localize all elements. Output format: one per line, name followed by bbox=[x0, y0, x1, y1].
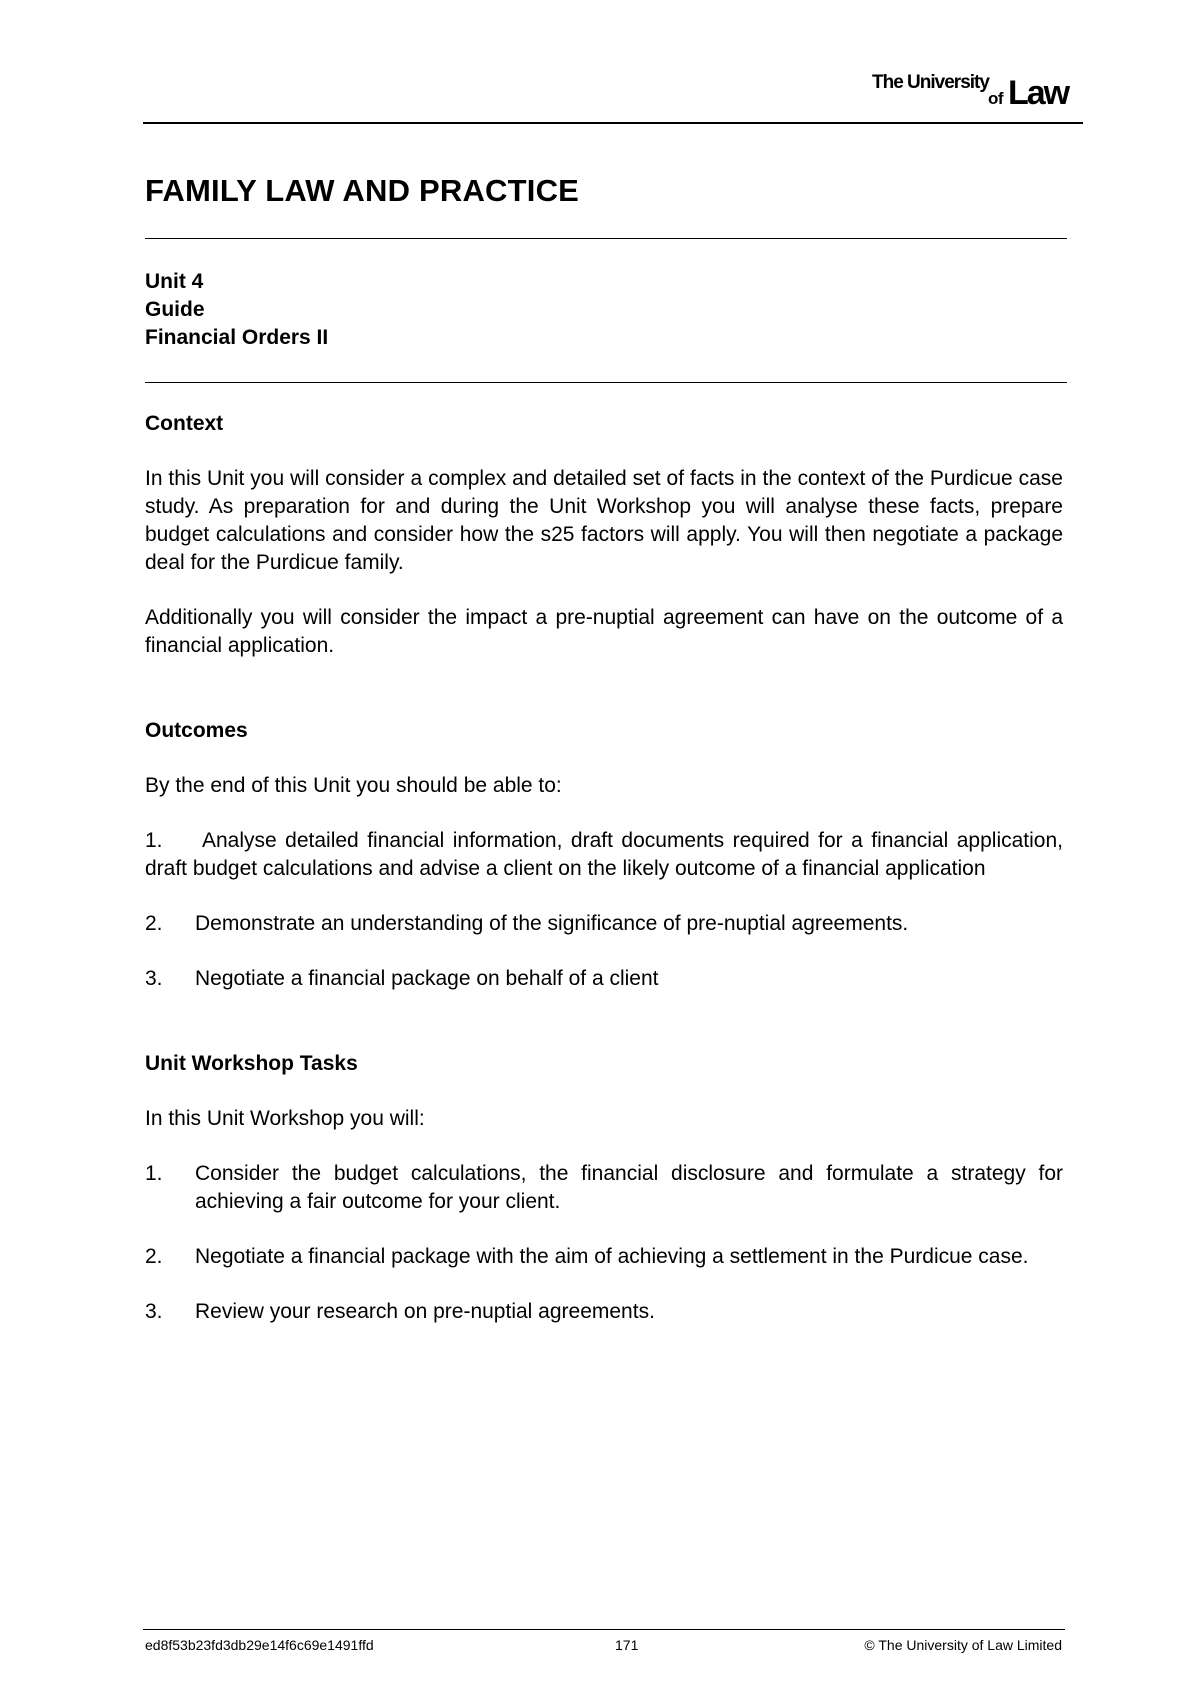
logo-law: Law bbox=[1008, 74, 1069, 112]
task-text: Consider the budget calculations, the financial disclosure and formulate a strategy for achieving a fair outcome for your client. bbox=[195, 1162, 1063, 1213]
footer-document-id: ed8f53b23fd3db29e14f6c69e1491ffd bbox=[145, 1637, 374, 1653]
university-logo bbox=[862, 68, 1072, 112]
outcomes-intro: By the end of this Unit you should be able to: bbox=[145, 774, 562, 797]
outcome-number: 3. bbox=[145, 967, 163, 990]
workshop-intro: In this Unit Workshop you will: bbox=[145, 1107, 425, 1130]
task-number: 2. bbox=[145, 1245, 163, 1268]
task-number: 3. bbox=[145, 1300, 163, 1323]
title-divider bbox=[145, 238, 1067, 239]
unit-number: Unit 4 bbox=[145, 270, 204, 293]
outcome-item bbox=[145, 965, 1063, 993]
task-text: Review your research on pre-nuptial agreements. bbox=[195, 1300, 655, 1323]
outcome-text: Negotiate a financial package on behalf of a client bbox=[195, 967, 659, 990]
footer-divider bbox=[143, 1629, 1065, 1630]
unit-topic: Financial Orders II bbox=[145, 326, 329, 349]
outcome-item bbox=[145, 827, 1063, 883]
context-paragraph: Additionally you will consider the impact a pre-nuptial agreement can have on the outcome of a financial application. bbox=[145, 606, 1063, 657]
main-content bbox=[145, 410, 1063, 1326]
outcome-number: 1. bbox=[145, 829, 163, 852]
outcome-text: Analyse detailed financial information, draft documents required for a financial application, draft budget calculations and advise a client on the likely outcome of a financial application bbox=[145, 829, 1063, 880]
footer-copyright: © The University of Law Limited bbox=[864, 1637, 1062, 1653]
outcome-item bbox=[145, 910, 1063, 938]
unit-divider bbox=[145, 382, 1067, 383]
document-title: FAMILY LAW AND PRACTICE bbox=[145, 173, 580, 208]
workshop-task bbox=[145, 1160, 1063, 1216]
task-number: 1. bbox=[145, 1162, 163, 1185]
outcome-number: 2. bbox=[145, 912, 163, 935]
context-heading: Context bbox=[145, 412, 224, 435]
logo-of: of bbox=[988, 89, 1004, 108]
workshop-heading: Unit Workshop Tasks bbox=[145, 1052, 358, 1075]
context-paragraph: In this Unit you will consider a complex and detailed set of facts in the context of the Purdicue case study. As preparation for and during the Unit Workshop you will analyse these facts, prepare budget calculations and consider how the s25 factors will apply. You will then negotiate a package deal for the Purdicue family. bbox=[145, 467, 1063, 574]
logo-line1: The University bbox=[872, 72, 989, 93]
task-text: Negotiate a financial package with the aim of achieving a settlement in the Purdicue case. bbox=[195, 1245, 1029, 1268]
workshop-task bbox=[145, 1298, 1063, 1326]
workshop-task bbox=[145, 1243, 1063, 1271]
footer-page-number: 171 bbox=[615, 1637, 639, 1653]
unit-type: Guide bbox=[145, 298, 205, 321]
header-divider bbox=[143, 122, 1083, 124]
unit-info bbox=[145, 268, 328, 352]
outcome-text: Demonstrate an understanding of the significance of pre-nuptial agreements. bbox=[195, 912, 909, 935]
outcomes-heading: Outcomes bbox=[145, 719, 248, 742]
